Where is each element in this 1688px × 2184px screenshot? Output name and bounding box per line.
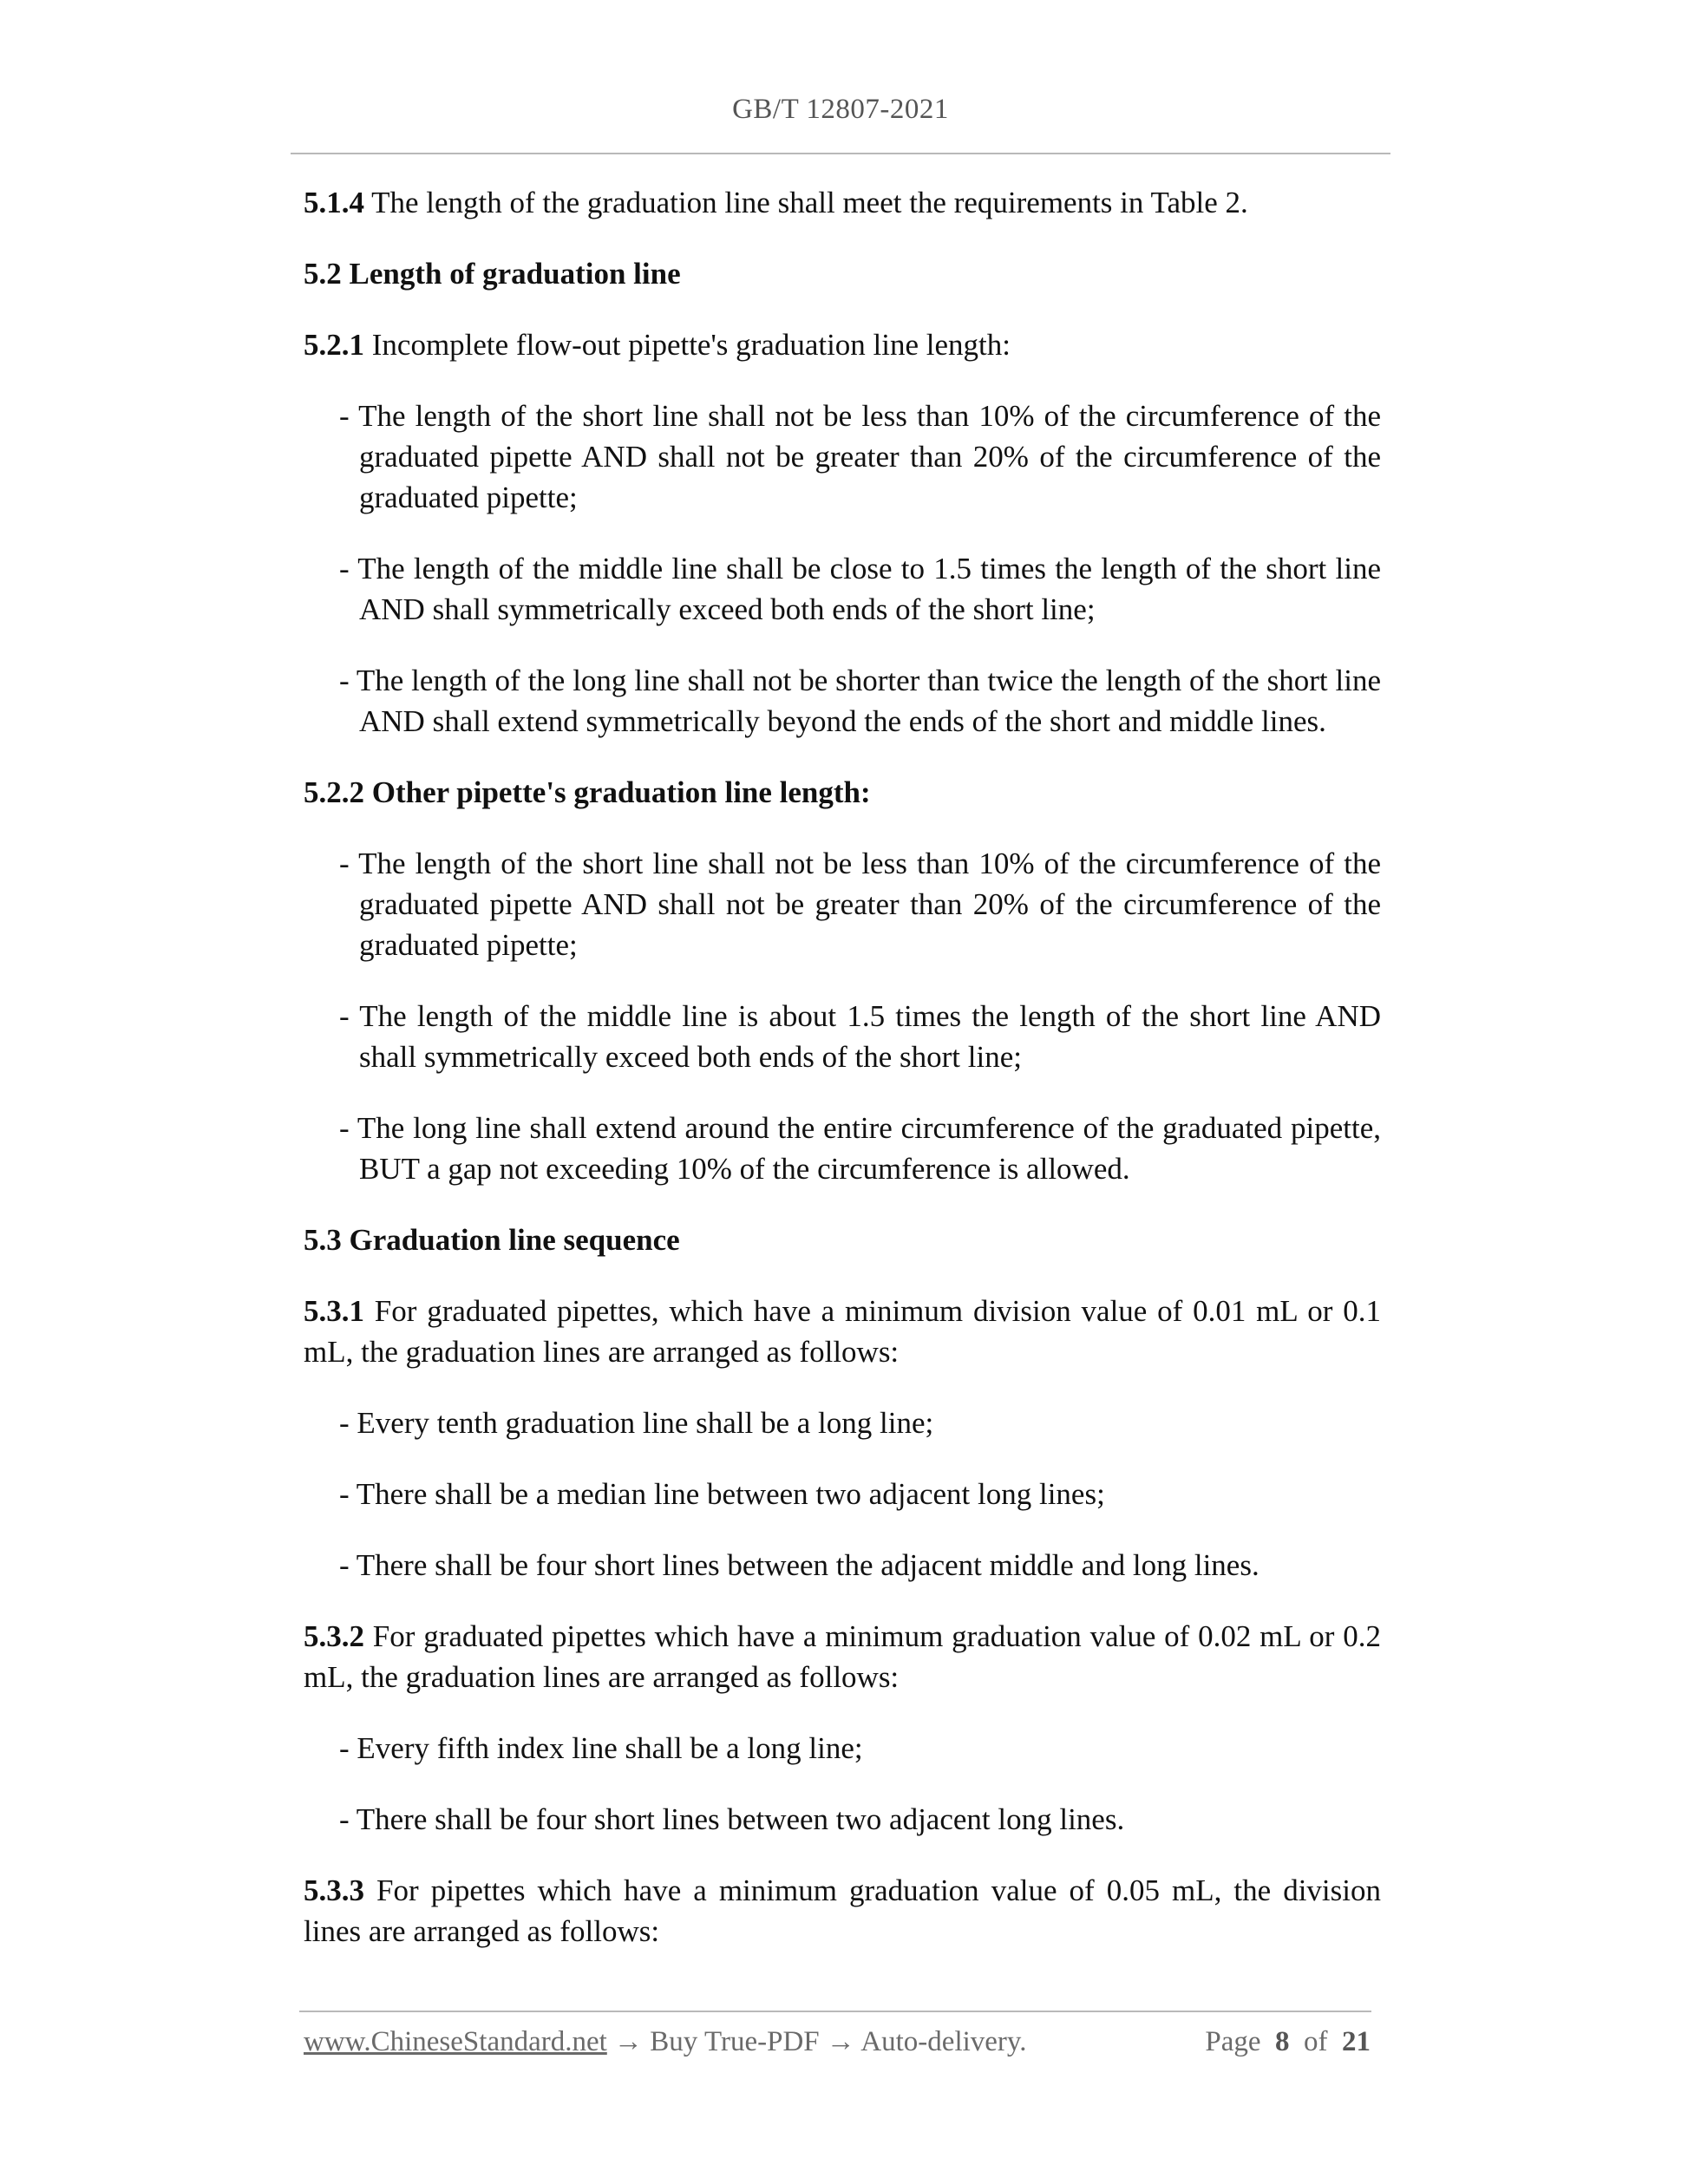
list-item: - There shall be four short lines between two adjacent long lines.	[339, 1802, 1125, 1836]
list-item: - The length of the short line shall not be less than 10% of the circumference of the graduated pipette AND shall not be greater than 20% of the circumference of the graduated pipette;	[339, 847, 1381, 962]
section-heading-5-3: 5.3 Graduation line sequence	[304, 1223, 680, 1257]
clause-text: For graduated pipettes which have a minimum graduation value of 0.02 mL or 0.2 mL, the graduation lines are arranged as follows:	[304, 1619, 1381, 1694]
list-item: - Every tenth graduation line shall be a long line;	[339, 1406, 934, 1440]
clause-5-3-3	[304, 1870, 1381, 1952]
clause-text: For pipettes which have a minimum graduation value of 0.05 mL, the division lines are arranged as follows:	[304, 1873, 1381, 1948]
list-item: - The length of the long line shall not be shorter than twice the length of the short line AND shall extend symmetrically beyond the ends of the short and middle lines.	[339, 664, 1381, 738]
page-current: 8	[1275, 2026, 1290, 2057]
page-label: Page	[1205, 2026, 1261, 2057]
list-item: - Every fifth index line shall be a long line;	[339, 1731, 863, 1765]
page-indicator	[1205, 2026, 1371, 2058]
page-header-title: GB/T 12807-2021	[732, 94, 949, 125]
footer-divider	[299, 2011, 1371, 2012]
site-link[interactable]: www.ChineseStandard.net	[304, 2026, 607, 2057]
clause-5-3-2	[304, 1616, 1381, 1697]
list-item: - The length of the middle line is about 1.5 times the length of the short line AND shall symmetrically exceed both ends of the short line;	[339, 999, 1381, 1074]
list-item: - There shall be four short lines between the adjacent middle and long lines.	[339, 1548, 1259, 1582]
page-total: 21	[1342, 2026, 1371, 2057]
list-item: - The length of the middle line shall be close to 1.5 times the length of the short line AND shall symmetrically exceed both ends of the short line;	[339, 552, 1381, 626]
clause-text: The length of the graduation line shall meet the requirements in Table 2.	[364, 186, 1248, 219]
clause-text: For graduated pipettes, which have a minimum division value of 0.01 mL or 0.1 mL, the graduation lines are arranged as follows:	[304, 1294, 1381, 1369]
section-heading-5-2: 5.2 Length of graduation line	[304, 257, 681, 291]
header-divider	[291, 153, 1390, 154]
clause-number: 5.1.4	[304, 186, 364, 219]
of-label: of	[1304, 2026, 1328, 2057]
clause-5-2-1	[304, 324, 1381, 365]
clause-number: 5.3.3	[304, 1873, 364, 1907]
section-heading-5-2-2: 5.2.2 Other pipette's graduation line length:	[304, 775, 871, 809]
list-item: - The long line shall extend around the entire circumference of the graduated pipette, BUT a gap not exceeding 10% of the circumference is allowed.	[339, 1111, 1381, 1186]
clause-number: 5.3.2	[304, 1619, 364, 1653]
footer-promo-text: → Buy True-PDF → Auto-delivery.	[606, 2026, 1027, 2057]
clause-number: 5.3.1	[304, 1294, 364, 1328]
list-item: - There shall be a median line between two adjacent long lines;	[339, 1477, 1105, 1511]
clause-5-3-1	[304, 1291, 1381, 1372]
list-item: - The length of the short line shall not be less than 10% of the circumference of the graduated pipette AND shall not be greater than 20% of the circumference of the graduated pipette;	[339, 399, 1381, 514]
footer-promo	[304, 2026, 1027, 2058]
clause-text: Incomplete flow-out pipette's graduation line length:	[364, 328, 1011, 362]
clause-5-1-4	[304, 182, 1381, 223]
clause-number: 5.2.1	[304, 328, 364, 362]
document-body	[304, 182, 1381, 1982]
